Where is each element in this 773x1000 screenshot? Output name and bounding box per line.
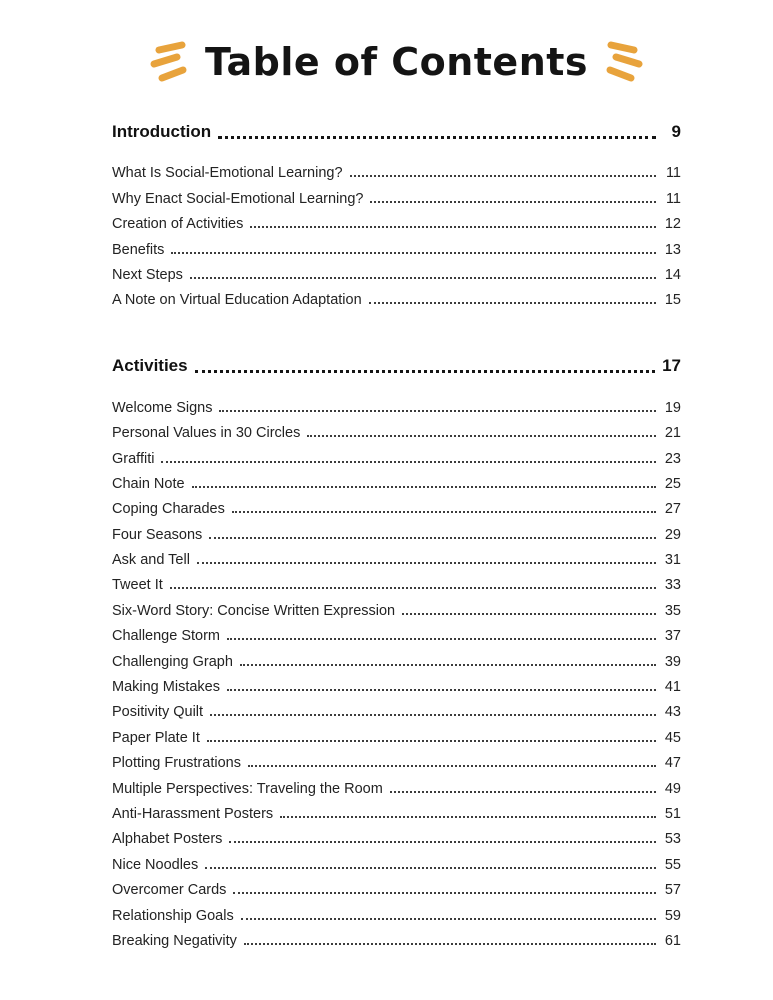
toc-entry-label: What Is Social-Emotional Learning? [112,165,343,182]
dotted-leader [227,638,656,640]
toc-header [112,40,681,84]
toc-entry-row [112,390,681,415]
toc-entry-label: Tweet It [112,577,163,594]
toc-section-heading-page-number: 17 [662,356,681,376]
toc-entry-label: Multiple Perspectives: Traveling the Room [112,780,383,797]
dotted-leader [219,410,656,412]
toc-entry-label: Breaking Negativity [112,932,237,949]
dotted-leader [233,892,656,894]
toc-entry-page-number: 29 [664,526,681,543]
toc-entry-row [112,898,681,923]
page-title: Table of Contents [204,40,589,84]
toc-entry-row [112,746,681,771]
toc-entry-page-number: 51 [664,805,681,822]
dotted-leader [197,562,656,564]
toc-entry-label: Paper Plate It [112,729,200,746]
toc-entry-row [112,543,681,568]
dotted-leader [402,613,656,615]
toc-entry-page-number: 47 [664,755,681,772]
hand-drawn-dashes-left-icon [149,41,193,83]
toc-section [112,354,681,949]
toc-entry-label: Graffiti [112,450,155,467]
toc-entry-label: Why Enact Social-Emotional Learning? [112,190,364,207]
toc-entry-row [112,593,681,618]
dotted-leader [370,201,656,203]
toc-entry-row [112,695,681,720]
dotted-leader [210,714,656,716]
toc-entry-label: Positivity Quilt [112,704,204,721]
toc-entry-row [112,416,681,441]
toc-entry-page-number: 39 [664,653,681,670]
toc-entry-label: Chain Note [112,475,185,492]
toc-section [112,120,681,308]
toc-entry-label: A Note on Virtual Education Adaptation [112,292,362,309]
toc-entry-label: Personal Values in 30 Circles [112,425,301,442]
dotted-leader [229,841,656,843]
toc-entry-label: Six-Word Story: Concise Written Expression [112,602,396,619]
toc-section-heading-row [112,354,681,376]
toc-entry-row [112,467,681,492]
toc-entry-page-number: 14 [664,266,681,283]
toc-entry-label: Anti-Harassment Posters [112,805,274,822]
toc-entry-row [112,568,681,593]
toc-entry-label: Challenge Storm [112,628,220,645]
toc-entry-label: Challenging Graph [112,653,233,670]
dotted-leader [369,302,656,304]
dotted-leader [390,791,656,793]
toc-entry-page-number: 19 [664,399,681,416]
toc-entry-page-number: 25 [664,475,681,492]
toc-entry-label: Plotting Frustrations [112,755,241,772]
dotted-leader [240,664,656,666]
dotted-leader [190,277,656,279]
toc-entry-row [112,771,681,796]
dotted-leader [170,587,656,589]
toc-entry-row [112,847,681,872]
dotted-leader [171,252,656,254]
toc-entry-label: Alphabet Posters [112,831,223,848]
toc-entry-row [112,517,681,542]
toc-entry-page-number: 11 [665,190,681,207]
toc-entry-page-number: 15 [664,292,681,309]
toc-entry-page-number: 37 [664,628,681,645]
toc-section-heading-label: Activities [112,356,188,376]
dotted-leader [241,918,656,920]
toc-entry-label: Benefits [112,241,165,258]
toc-entry-label: Relationship Goals [112,907,234,924]
dotted-leader [192,486,656,488]
toc-section-heading-page-number: 9 [671,122,681,141]
toc-entry-page-number: 13 [664,241,681,258]
toc-entry-row [112,441,681,466]
toc-entry-page-number: 23 [664,450,681,467]
toc-entry-row [112,283,681,308]
dotted-leader [218,136,656,139]
dotted-leader [227,689,656,691]
toc-entry-label: Ask and Tell [112,552,190,569]
toc-entry-page-number: 61 [664,932,681,949]
toc-entry-row [112,924,681,949]
dotted-leader [280,816,656,818]
toc-section-heading-label: Introduction [112,122,212,141]
toc-entry-page-number: 53 [664,831,681,848]
dotted-leader [250,226,656,228]
toc-entry-row [112,492,681,517]
toc-entry-row [112,181,681,206]
toc-entry-row [112,822,681,847]
toc-entry-row [112,644,681,669]
toc-entry-page-number: 31 [664,552,681,569]
toc-entry-row [112,207,681,232]
toc-entry-page-number: 27 [664,501,681,518]
dotted-leader [232,511,656,513]
toc-entry-page-number: 41 [664,679,681,696]
toc-entry-label: Nice Noodles [112,856,199,873]
toc-entry-row [112,619,681,644]
toc-entry-label: Welcome Signs [112,399,213,416]
dotted-leader [244,943,656,945]
toc-entry-row [112,258,681,283]
toc-entry-label: Making Mistakes [112,679,220,696]
dotted-leader [307,435,656,437]
toc-entry-page-number: 59 [664,907,681,924]
toc-entry-row [112,670,681,695]
toc-entry-label: Four Seasons [112,526,203,543]
toc-entry-page-number: 12 [664,216,681,233]
dotted-leader [350,175,656,177]
toc-entry-page-number: 49 [664,780,681,797]
toc-entry-page-number: 57 [664,882,681,899]
toc-entry-row [112,156,681,181]
toc-entry-row [112,232,681,257]
toc-entry-label: Creation of Activities [112,216,244,233]
toc-entry-label: Overcomer Cards [112,882,227,899]
toc-entry-row [112,720,681,745]
toc-entry-page-number: 35 [664,602,681,619]
dotted-leader [207,740,656,742]
dotted-leader [205,867,656,869]
toc-entry-label: Coping Charades [112,501,225,518]
toc-entry-page-number: 21 [664,425,681,442]
toc-entry-page-number: 33 [664,577,681,594]
toc-entry-page-number: 43 [664,704,681,721]
toc-entry-row [112,873,681,898]
toc-entry-page-number: 45 [664,729,681,746]
dotted-leader [209,537,656,539]
toc-entry-page-number: 11 [665,165,681,182]
toc-sections [112,120,681,949]
dotted-leader [248,765,656,767]
hand-drawn-dashes-right-icon [600,41,644,83]
toc-entry-page-number: 55 [664,856,681,873]
toc-section-heading-row [112,120,681,142]
toc-entry-row [112,797,681,822]
toc-entry-label: Next Steps [112,266,183,283]
dotted-leader [161,461,656,463]
dotted-leader [195,370,655,373]
